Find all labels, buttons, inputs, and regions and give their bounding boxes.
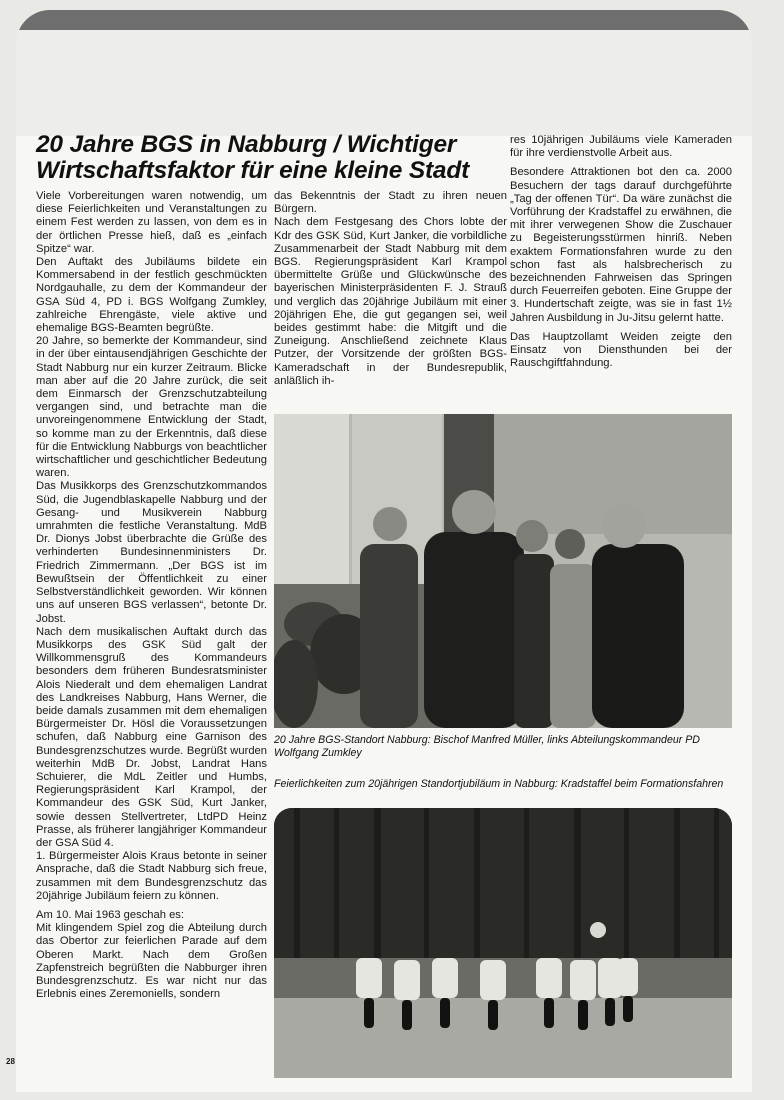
- photo-bishop-illustration: [274, 414, 732, 728]
- magazine-page: [16, 10, 752, 1092]
- text-column-1: [36, 190, 267, 1001]
- paragraph: Mit klingendem Spiel zog die Abteilung durch das Obertor zur feierlichen Parade auf dem Oberen Markt. Nach dem Großen Zapfenstreich begrüßten die Nabburger ihren Bundesgrenzschutz. Es war nicht nur das Erlebnis eines Zeremoniells, sondern: [36, 922, 267, 1001]
- photo-caption-1: 20 Jahre BGS-Standort Nabburg: Bischof Manfred Müller, links Abteilungskommandeur PD Wolfgang Zumkley: [274, 734, 700, 759]
- photo-caption-2: Feierlichkeiten zum 20jährigen Standortjubiläum in Nabburg: Kradstaffel beim Formationsfahren: [274, 778, 724, 790]
- photo-bishop-reception: [274, 414, 732, 728]
- page-header-band: [16, 30, 752, 136]
- paragraph: das Bekenntnis der Stadt zu ihren neuen Bürgern.: [274, 190, 507, 216]
- paragraph: Am 10. Mai 1963 geschah es:: [36, 908, 185, 921]
- paragraph: Das Musikkorps des Grenzschutzkommandos Süd, die Jugendblaskapelle Nabburg und der Gesang- und Musikverein Nabburg umrahmten die festliche Veranstaltung. MdB Dr. Dionys Jobst überbrachte die Grüße des verhinderten Bundesinnenministers Dr. Friedrich Zimmermann. „Der BGS ist im Bewußtsein der Öffentlichkeit zu einer Selbstverständlichkeit geworden. Wir können uns auf unseren BGS verlassen“, betonte Dr. Jobst.: [36, 480, 267, 625]
- paragraph: Besondere Attraktionen bot den ca. 2000 Besuchern der tags darauf durchgeführte „Tag der offenen Tür“. Da wäre zunächst die Vorführung der Kradstaffel zu erwähnen, die mit ihrer verwegenen Show die Zuschauer zu Begeisterungsstürmen hinriß. Neben exaktem Formationsfahren wurde zu den schon fast als halsbrecherisch zu bezeichnenden Fahrweisen das Springen durch Feuerreifen geboten. Eine Gruppe der 3. Hundertschaft zeigte, was sie in fast 1½ Jahren Ausbildung in Ju-Jitsu gelernt hatte.: [510, 166, 732, 324]
- paragraph: Den Auftakt des Jubiläums bildete ein Kommersabend in der festlich geschmückten Nordgauhalle, zu dem der Kommandeur der GSA Süd 4, PD i. BGS Wolfgang Zumkley, zahlreiche Ehrengäste, viele aktive und ehemalige BGS-Beamten begrüßte.: [36, 256, 267, 335]
- paragraph: Viele Vorbereitungen waren notwendig, um diese Feierlichkeiten und Veranstaltungen zu einem Fest werden zu lassen, von dem es in der örtlichen Presse hieß, daß es „einfach Spitze“ war.: [36, 190, 267, 255]
- photo-motorcycle-illustration: [274, 808, 732, 1078]
- page-number: 28: [6, 1057, 15, 1066]
- paragraph: Nach dem Festgesang des Chors lobte der Kdr des GSK Süd, Kurt Janker, die vorbildliche Zusammenarbeit der Stadt Nabburg mit dem BGS. Regierungspräsident Karl Krampol übermittelte Grüße und Glückwünsche des bayerischen Ministerpräsidenten F. J. Strauß und verglich das 20jährige Jubiläum mit einer 20jährigen Ehe, die gut gegangen sei, weil beides gestimmt habe: die Mitgift und die Zuneigung. Anschließend zeichnete Klaus Putzer, der Vorsitzende der größten BGS-Kameradschaft in der Bundesrepublik, anläßlich ih-: [274, 216, 507, 387]
- photo-motorcycle-formation: [274, 808, 732, 1078]
- text-column-2: [274, 190, 507, 388]
- paragraph: 20 Jahre, so bemerkte der Kommandeur, sind in der über eintausendjährigen Geschichte der Stadt Nabburg nur ein kurzer Zeitraum. Blicke man aber auf die 20 Jahre zurück, die seit dem Einmarsch der Grenzschutzabteilung vergangen sind, und betrachte man die unvoreingenommene Entwicklung der Stadt, so komme man zu der Erkenntnis, daß diese für die Entwicklung Nabburgs von beachtlicher wirtschaftlicher und geschichtlicher Bedeutung waren.: [36, 335, 267, 480]
- paragraph: res 10jährigen Jubiläums viele Kameraden für ihre verdienstvolle Arbeit aus.: [510, 134, 732, 160]
- paragraph: 1. Bürgermeister Alois Kraus betonte in seiner Ansprache, daß die Stadt Nabburg sich freue, zusammen mit dem Bundesgrenzschutz das 20jährige Jubiläum feiern zu können.: [36, 850, 267, 902]
- article-title: 20 Jahre BGS in Nabburg / Wichtiger Wirtschaftsfaktor für eine kleine Stadt: [36, 131, 470, 184]
- paragraph: Das Hauptzollamt Weiden zeigte den Einsatz von Diensthunden bei der Rauschgiftfahndung.: [510, 330, 732, 370]
- page-header-bar: [16, 10, 752, 30]
- text-column-3: [510, 134, 732, 370]
- paragraph: Nach dem musikalischen Auftakt durch das Musikkorps des GSK Süd galt der Willkommensgruß des Kommandeurs besonders dem früheren Bundesratsminister Alois Niederalt und dem ehemaligen Landrat des Landkreises Nabburg, Hans Werner, die beide damals zusammen mit dem ehemaligen Bürgermeister Dr. Hösl die Voraussetzungen schufen, daß Nabburg eine Garnison des Bundesgrenzschutzes wurde. Begrüßt wurden weiterhin MdB Dr. Jobst, Landrat Hans Schuierer, die MdL Zeitler und Humbs, Regierungspräsident Karl Krampol, der Kommandeur des GSK Süd, Kurt Janker, sowie dessen Stellvertreter, LtdPD Heinz Prasse, als früherer langjähriger Kommandeur der GSA Süd 4.: [36, 625, 267, 849]
